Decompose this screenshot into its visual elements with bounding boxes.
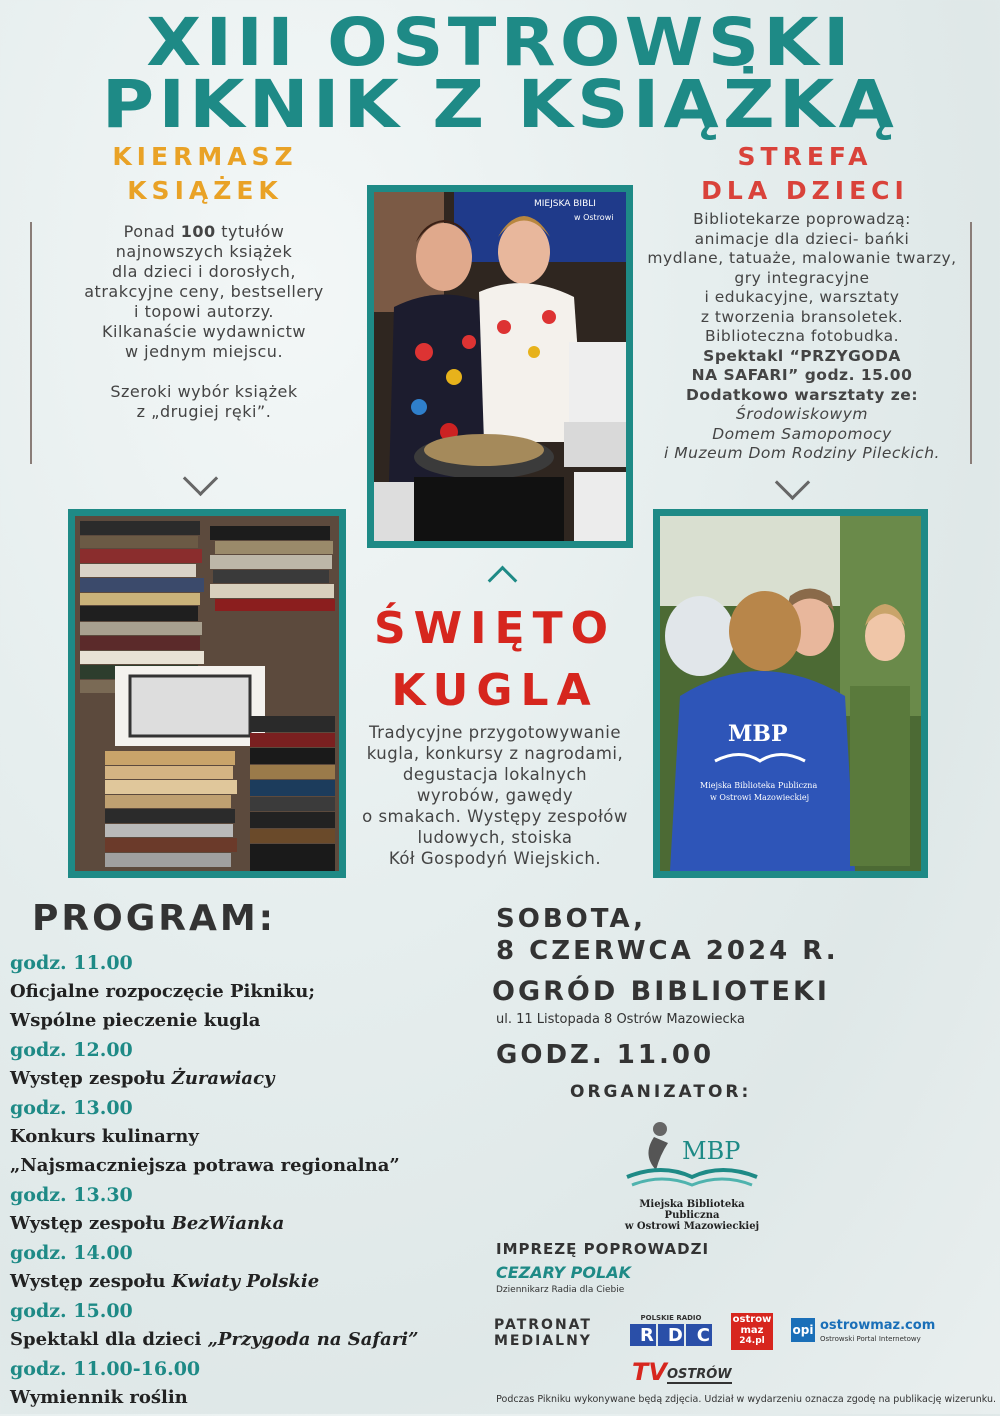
photo-kids bbox=[653, 509, 928, 878]
left-line: w jednym miejscu. bbox=[124, 342, 284, 361]
right-line: gry integracyjne bbox=[734, 268, 870, 287]
right-section-text bbox=[640, 210, 964, 464]
photo-cooking bbox=[367, 185, 633, 548]
rdc-top: POLSKIE RADIO bbox=[640, 1314, 702, 1322]
left-line: z „drugiej ręki”. bbox=[136, 402, 272, 421]
ostrowmaz-logo bbox=[731, 1313, 773, 1350]
left-line: Ponad 100 tytułów bbox=[123, 222, 285, 241]
program-desc: Spektakl dla dzieci „Przygoda na Safari” bbox=[10, 1329, 419, 1350]
media-label bbox=[494, 1317, 592, 1349]
left-line: najnowszych książek bbox=[115, 242, 293, 261]
program-desc: Konkurs kulinarny bbox=[10, 1126, 199, 1147]
opi-sub: Ostrowski Portal Internetowy bbox=[820, 1335, 921, 1343]
program-desc: Występ zespołu Kwiaty Polskie bbox=[10, 1271, 320, 1292]
org-logo-text: MBP bbox=[682, 1137, 741, 1165]
left-line: dla dzieci i dorosłych, bbox=[111, 262, 297, 281]
banner-text: MIEJSKA BIBLI bbox=[534, 199, 596, 209]
left-divider bbox=[30, 222, 32, 464]
program-desc: Wymiennik roślin bbox=[10, 1387, 188, 1408]
host-name: CEZARY POLAK bbox=[496, 1263, 631, 1282]
shirt-logo: MBP bbox=[728, 721, 788, 747]
right-line: Domem Samopomocy bbox=[712, 424, 892, 443]
right-line: animacje dla dzieci- bańki bbox=[694, 229, 910, 248]
program-heading: PROGRAM: bbox=[32, 898, 277, 939]
organizer-logo bbox=[612, 1115, 772, 1230]
right-line: i edukacyjne, warsztaty bbox=[704, 288, 900, 306]
right-line: mydlane, tatuaże, malowanie twarzy, bbox=[647, 249, 957, 267]
shirt-text-2: w Ostrowi Mazowieckiej bbox=[710, 793, 810, 802]
rdc-logo bbox=[630, 1314, 725, 1346]
organizer-label: ORGANIZATOR: bbox=[570, 1082, 752, 1102]
tv-ostrow-logo bbox=[632, 1360, 732, 1384]
chevron-up-icon bbox=[488, 566, 518, 596]
program-list bbox=[10, 952, 470, 1416]
right-section-title-2: DLA DZIECI bbox=[701, 176, 909, 205]
center-event-title-2: KUGLA bbox=[391, 665, 599, 716]
program-time: godz. 11.00 bbox=[10, 952, 133, 974]
program-desc: Oficjalne rozpoczęcie Pikniku; bbox=[10, 981, 315, 1002]
program-time: godz. 12.00 bbox=[10, 1039, 133, 1061]
host-role: Dziennikarz Radia dla Ciebie bbox=[496, 1285, 625, 1295]
program-desc: Występ zespołu Żurawiacy bbox=[10, 1068, 275, 1089]
left-line-rest: tytułów bbox=[221, 222, 285, 241]
right-line: Spektakl “PRZYGODA bbox=[703, 346, 901, 365]
photo-books bbox=[68, 509, 346, 878]
right-line: i Muzeum Dom Rodziny Pileckich. bbox=[664, 444, 940, 462]
cooking-illustration bbox=[374, 192, 626, 541]
right-line: Bibliotekarze poprowadzą: bbox=[693, 210, 911, 228]
program-time: godz. 15.00 bbox=[10, 1300, 133, 1322]
left-count: 100 bbox=[180, 222, 216, 241]
center-line: Kół Gospodyń Wiejskich. bbox=[388, 849, 602, 868]
left-line: atrakcyjne ceny, bestsellery bbox=[84, 282, 324, 301]
left-line: Kilkanaście wydawnictw bbox=[102, 322, 306, 341]
org-name-1: Miejska Biblioteka Publiczna bbox=[639, 1199, 745, 1221]
center-line: Tradycyjne przygotowywanie bbox=[369, 723, 621, 742]
host-label: IMPREZĘ POPROWADZI bbox=[496, 1240, 710, 1258]
chevron-down-icon bbox=[183, 461, 218, 496]
event-place: OGRÓD BIBLIOTEKI bbox=[492, 976, 830, 1007]
left-line: i topowi autorzy. bbox=[134, 302, 274, 321]
program-time: godz. 13.30 bbox=[10, 1184, 133, 1206]
program-time: godz. 14.00 bbox=[10, 1242, 133, 1264]
center-line: o smakach. Występy zespołów bbox=[362, 807, 628, 826]
ostrowmaz-text-1: ostrow bbox=[732, 1314, 772, 1325]
right-divider bbox=[970, 222, 972, 464]
footer-note: Podczas Pikniku wykonywane będą zdjęcia. Udział w wydarzeniu oznacza zgodę na publikację wizerunku. bbox=[496, 1394, 996, 1405]
title-line-2: PIKNIK Z KSIĄŻKĄ bbox=[101, 66, 899, 143]
media-label-1: PATRONAT bbox=[494, 1317, 592, 1333]
event-date-1: SOBOTA, bbox=[496, 904, 646, 934]
tv-text: TV bbox=[632, 1358, 667, 1386]
center-line: ludowych, stoiska bbox=[417, 828, 573, 847]
banner-text-2: w Ostrowi bbox=[574, 213, 614, 222]
right-section-title-1: STREFA bbox=[737, 142, 873, 171]
center-event-text bbox=[345, 722, 645, 869]
ostrowmaz-text-3: 24.pl bbox=[739, 1336, 765, 1346]
right-line: NA SAFARI” godz. 15.00 bbox=[691, 366, 913, 384]
program-desc: Wspólne pieczenie kugla bbox=[10, 1010, 261, 1031]
event-address: ul. 11 Listopada 8 Ostrów Mazowiecka bbox=[496, 1012, 745, 1027]
right-line: Biblioteczna fotobudka. bbox=[704, 327, 900, 345]
left-line: Szeroki wybór książek bbox=[110, 382, 298, 401]
center-event-title-1: ŚWIĘTO bbox=[373, 603, 617, 654]
event-date-2: 8 CZERWCA 2024 R. bbox=[496, 936, 839, 966]
kids-illustration bbox=[660, 516, 921, 871]
shirt-text: Miejska Biblioteka Publiczna bbox=[700, 781, 818, 790]
center-line: wyrobów, gawędy bbox=[416, 786, 574, 805]
opi-site: ostrowmaz.com bbox=[820, 1318, 936, 1333]
media-label-2: MEDIALNY bbox=[494, 1333, 592, 1349]
event-time: GODZ. 11.00 bbox=[496, 1040, 715, 1070]
rdc-text: RDC bbox=[640, 1325, 725, 1346]
right-line: z tworzenia bransoletek. bbox=[700, 307, 904, 326]
left-section-text bbox=[48, 222, 360, 422]
title-line-1: XIII OSTROWSKI bbox=[146, 4, 854, 81]
org-name-2: w Ostrowi Mazowieckiej bbox=[624, 1221, 760, 1232]
left-section-title-1: KIERMASZ bbox=[112, 142, 298, 171]
program-time: godz. 13.00 bbox=[10, 1097, 133, 1119]
mbp-logo-icon bbox=[612, 1115, 772, 1195]
ostrowmaz-text-2: maz bbox=[740, 1325, 764, 1336]
left-section-title-2: KSIĄŻEK bbox=[127, 176, 283, 205]
program-desc: „Najsmaczniejsza potrawa regionalna” bbox=[10, 1155, 400, 1176]
tv-name: OSTRÓW bbox=[666, 1367, 732, 1382]
opi-logo: opi bbox=[791, 1318, 815, 1342]
program-time: godz. 11.00-16.00 bbox=[10, 1358, 201, 1380]
books-illustration bbox=[75, 516, 339, 871]
chevron-down-icon bbox=[775, 465, 810, 500]
center-line: degustacja lokalnych bbox=[402, 765, 588, 784]
right-line: Środowiskowym bbox=[736, 405, 868, 423]
right-line: Dodatkowo warsztaty ze: bbox=[685, 385, 919, 404]
program-desc: Występ zespołu BezWianka bbox=[10, 1213, 285, 1234]
center-line: kugla, konkursy z nagrodami, bbox=[366, 744, 624, 763]
